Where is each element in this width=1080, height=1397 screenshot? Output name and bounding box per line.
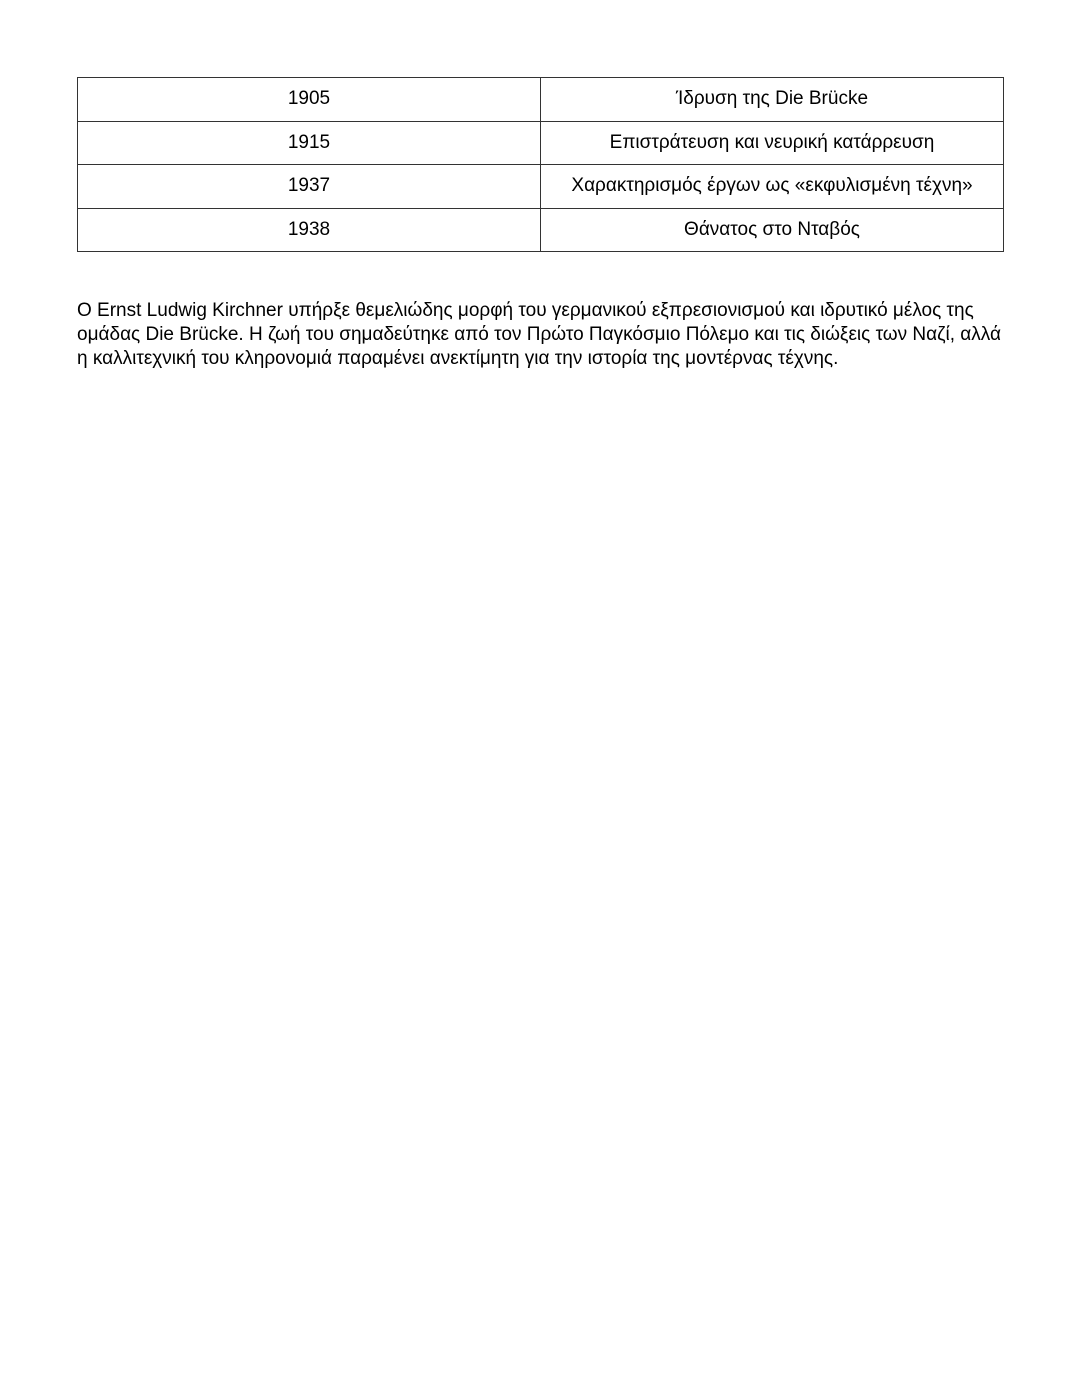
year-cell: 1937 xyxy=(78,165,541,209)
table-row xyxy=(78,121,1004,165)
year-cell: 1915 xyxy=(78,121,541,165)
summary-paragraph: Ο Ernst Ludwig Kirchner υπήρξε θεμελιώδης μορφή του γερμανικού εξπρεσιονισμού και ιδρυτικό μέλος της ομάδας Die Brücke. Η ζωή του σημαδεύτηκε από τον Πρώτο Παγκόσμιο Πόλεμο και τις διώξεις των Ναζί, αλλά η καλλιτεχνική του κληρονομιά παραμένει ανεκτίμητη για την ιστορία της μοντέρνας τέχνης. xyxy=(77,300,1001,369)
table-row xyxy=(78,78,1004,122)
event-cell: Ίδρυση της Die Brücke xyxy=(541,78,1004,122)
table-row xyxy=(78,165,1004,209)
table-row xyxy=(78,208,1004,252)
event-cell: Επιστράτευση και νευρική κατάρρευση xyxy=(541,121,1004,165)
year-cell: 1905 xyxy=(78,78,541,122)
event-cell: Θάνατος στο Νταβός xyxy=(541,208,1004,252)
timeline-table xyxy=(77,77,1004,252)
year-cell: 1938 xyxy=(78,208,541,252)
event-cell: Χαρακτηρισμός έργων ως «εκφυλισμένη τέχνη» xyxy=(541,165,1004,209)
